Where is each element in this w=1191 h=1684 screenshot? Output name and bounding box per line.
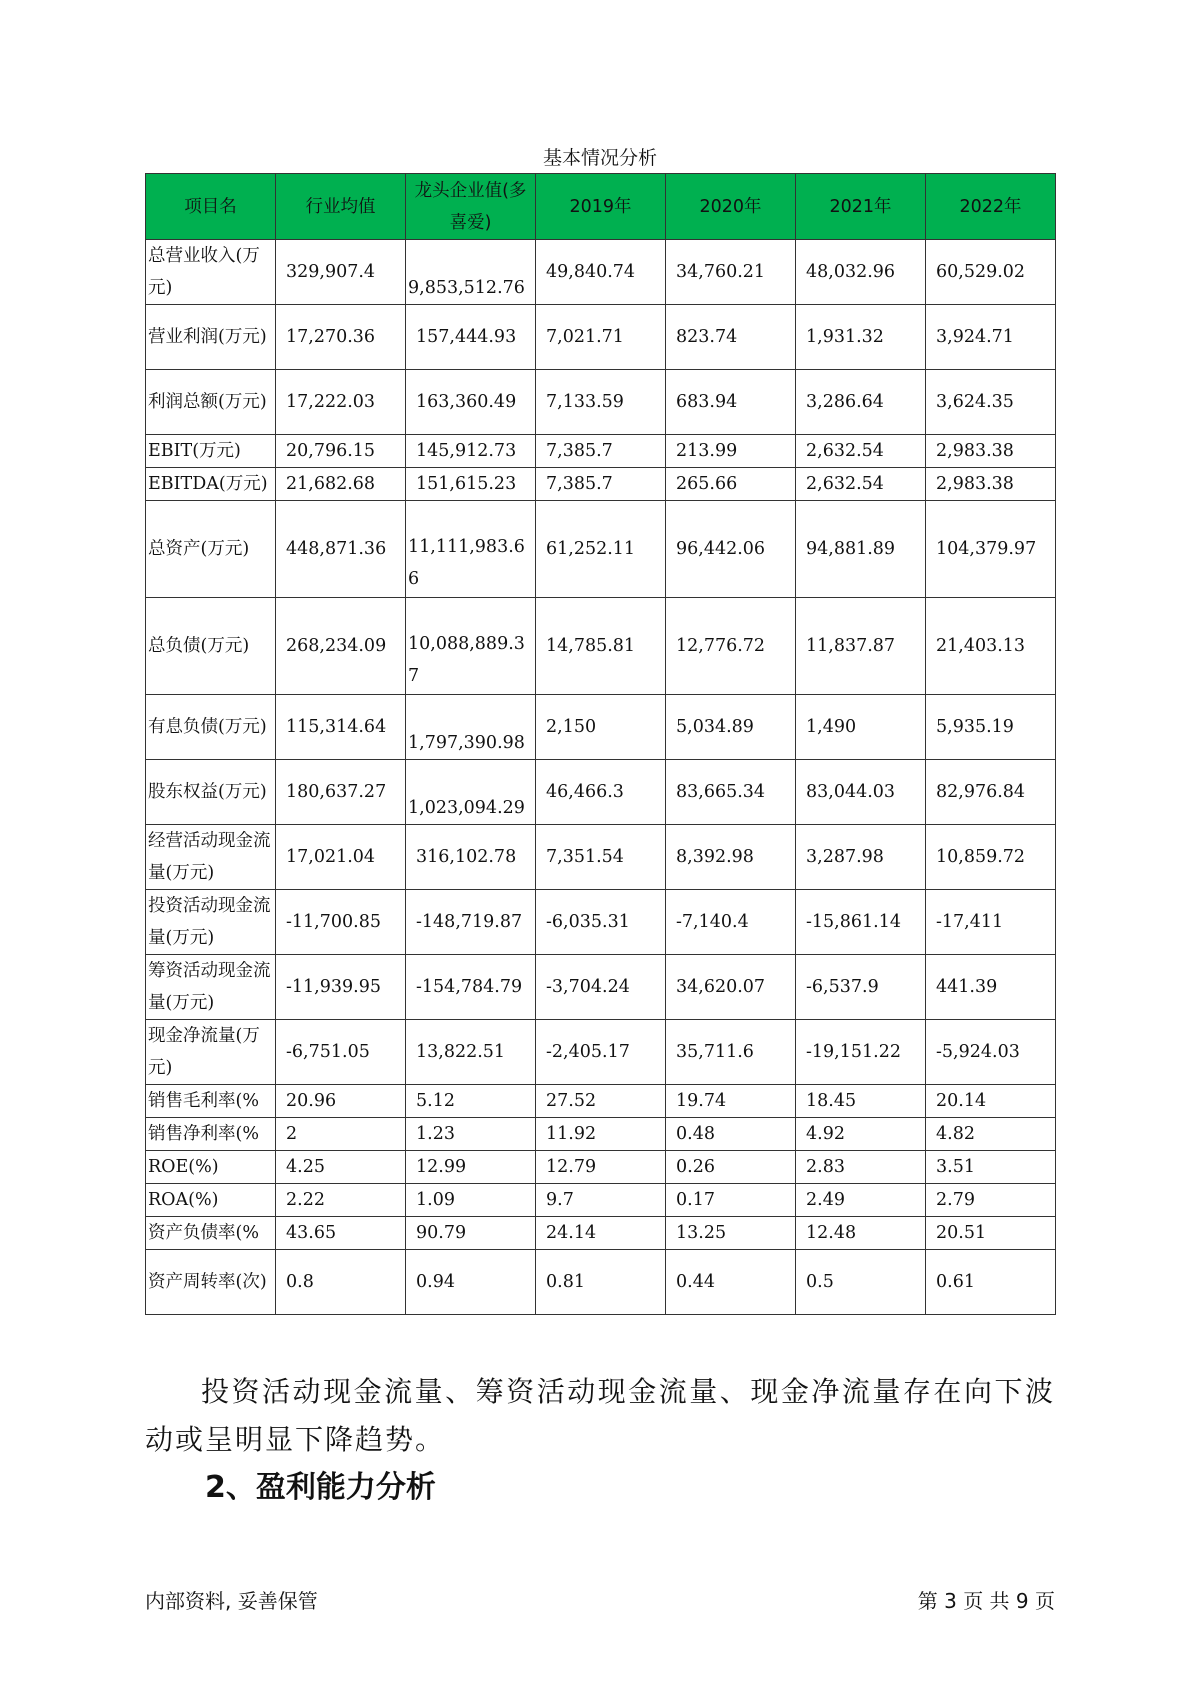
table-cell: -154,784.79 (406, 955, 536, 1020)
table-row (146, 1020, 1056, 1085)
table-cell: 83,044.03 (796, 760, 926, 825)
table-cell: 0.44 (666, 1250, 796, 1315)
table-row (146, 1151, 1056, 1184)
table-cell: 2,150 (536, 695, 666, 760)
table-cell: 7,133.59 (536, 370, 666, 435)
table-row (146, 890, 1056, 955)
table-cell: 0.26 (666, 1151, 796, 1184)
table-cell: 11,837.87 (796, 598, 926, 695)
table-cell: -2,405.17 (536, 1020, 666, 1085)
table-cell: 17,270.36 (276, 305, 406, 370)
table-cell: 7,351.54 (536, 825, 666, 890)
table-cell: 48,032.96 (796, 240, 926, 305)
table-cell: -5,924.03 (926, 1020, 1056, 1085)
row-label: ROE(%) (146, 1151, 276, 1184)
row-label: 投资活动现金流量(万元) (146, 890, 276, 955)
table-cell: 5,034.89 (666, 695, 796, 760)
table-cell: 3,287.98 (796, 825, 926, 890)
table-cell: 20.96 (276, 1085, 406, 1118)
table-cell: 46,466.3 (536, 760, 666, 825)
table-cell: 1,931.32 (796, 305, 926, 370)
table-cell: 3,286.64 (796, 370, 926, 435)
table-row (146, 1250, 1056, 1315)
row-label: 资产周转率(次) (146, 1250, 276, 1315)
table-cell: 4.92 (796, 1118, 926, 1151)
table-cell: 19.74 (666, 1085, 796, 1118)
header-cell: 2019年 (536, 174, 666, 240)
table-cell: 7,385.7 (536, 435, 666, 468)
table-cell: 94,881.89 (796, 501, 926, 598)
table-row (146, 370, 1056, 435)
table-row (146, 1085, 1056, 1118)
table-cell: 34,760.21 (666, 240, 796, 305)
table-cell: -19,151.22 (796, 1020, 926, 1085)
table-caption: 基本情况分析 (542, 147, 657, 169)
table-cell: 0.61 (926, 1250, 1056, 1315)
table-cell: 5.12 (406, 1085, 536, 1118)
table-cell: -11,700.85 (276, 890, 406, 955)
table-cell: 2.79 (926, 1184, 1056, 1217)
table-cell: 17,021.04 (276, 825, 406, 890)
table-cell: 448,871.36 (276, 501, 406, 598)
table-row (146, 695, 1056, 760)
row-label: 总营业收入(万元) (146, 240, 276, 305)
footer-confidential-note: 内部资料, 妥善保管 (145, 1589, 318, 1613)
table-cell: 20,796.15 (276, 435, 406, 468)
table-cell: 17,222.03 (276, 370, 406, 435)
table-cell: 0.17 (666, 1184, 796, 1217)
table-cell: -7,140.4 (666, 890, 796, 955)
table-cell: 3.51 (926, 1151, 1056, 1184)
table-row (146, 240, 1056, 305)
row-label: 有息负债(万元) (146, 695, 276, 760)
table-cell: 145,912.73 (406, 435, 536, 468)
table-row (146, 1118, 1056, 1151)
table-cell: 1,797,390.98 (406, 695, 536, 760)
table-cell: 213.99 (666, 435, 796, 468)
table-cell: 163,360.49 (406, 370, 536, 435)
table-cell: 0.48 (666, 1118, 796, 1151)
section-heading: 2、盈利能力分析 (205, 1470, 436, 1505)
table-cell: -6,035.31 (536, 890, 666, 955)
header-cell: 行业均值 (276, 174, 406, 240)
table-cell: 9.7 (536, 1184, 666, 1217)
table-cell: 441.39 (926, 955, 1056, 1020)
table-row (146, 598, 1056, 695)
table-cell: 8,392.98 (666, 825, 796, 890)
table-cell: 2.49 (796, 1184, 926, 1217)
footer-page-number: 第 3 页 共 9 页 (917, 1589, 1055, 1613)
table-cell: 104,379.97 (926, 501, 1056, 598)
table-cell: 12.48 (796, 1217, 926, 1250)
table-cell: 0.8 (276, 1250, 406, 1315)
table-cell: 11.92 (536, 1118, 666, 1151)
header-cell: 2021年 (796, 174, 926, 240)
table-cell: 90.79 (406, 1217, 536, 1250)
table-cell: 35,711.6 (666, 1020, 796, 1085)
table-row (146, 468, 1056, 501)
table-cell: 82,976.84 (926, 760, 1056, 825)
table-cell: 4.82 (926, 1118, 1056, 1151)
table-cell: -17,411 (926, 890, 1056, 955)
table-cell: 11,111,983.66 (406, 501, 536, 598)
table-cell: 2,983.38 (926, 435, 1056, 468)
table-cell: 10,859.72 (926, 825, 1056, 890)
table-cell: 9,853,512.76 (406, 240, 536, 305)
table-cell: 83,665.34 (666, 760, 796, 825)
table-cell: 49,840.74 (536, 240, 666, 305)
row-label: 销售毛利率(% (146, 1085, 276, 1118)
table-cell: -11,939.95 (276, 955, 406, 1020)
row-label: ROA(%) (146, 1184, 276, 1217)
table-row (146, 501, 1056, 598)
table-cell: 13,822.51 (406, 1020, 536, 1085)
table-cell: 3,924.71 (926, 305, 1056, 370)
table-cell: 34,620.07 (666, 955, 796, 1020)
row-label: EBITDA(万元) (146, 468, 276, 501)
row-label: 经营活动现金流量(万元) (146, 825, 276, 890)
table-cell: -6,751.05 (276, 1020, 406, 1085)
row-label: 销售净利率(% (146, 1118, 276, 1151)
table-cell: 18.45 (796, 1085, 926, 1118)
table-cell: 2.83 (796, 1151, 926, 1184)
table-cell: 12.79 (536, 1151, 666, 1184)
row-label: 股东权益(万元) (146, 760, 276, 825)
table-cell: 21,682.68 (276, 468, 406, 501)
table-cell: 20.14 (926, 1085, 1056, 1118)
table-row (146, 760, 1056, 825)
table-header-row (146, 174, 1056, 240)
header-cell: 项目名 (146, 174, 276, 240)
table-cell: 24.14 (536, 1217, 666, 1250)
financial-table (145, 173, 1056, 1315)
body-paragraph: 投资活动现金流量、筹资活动现金流量、现金净流量存在向下波动或呈明显下降趋势。 (145, 1375, 1055, 1456)
table-cell: 2,632.54 (796, 468, 926, 501)
row-label: 资产负债率(% (146, 1217, 276, 1250)
table-row (146, 435, 1056, 468)
table-cell: 1.23 (406, 1118, 536, 1151)
table-cell: 21,403.13 (926, 598, 1056, 695)
table-cell: 157,444.93 (406, 305, 536, 370)
table-row (146, 305, 1056, 370)
table-cell: 1.09 (406, 1184, 536, 1217)
table-cell: 0.5 (796, 1250, 926, 1315)
table-cell: -3,704.24 (536, 955, 666, 1020)
table-cell: 180,637.27 (276, 760, 406, 825)
table-cell: 14,785.81 (536, 598, 666, 695)
table-cell: -148,719.87 (406, 890, 536, 955)
row-label: EBIT(万元) (146, 435, 276, 468)
table-cell: 5,935.19 (926, 695, 1056, 760)
table-cell: 12.99 (406, 1151, 536, 1184)
header-cell: 2020年 (666, 174, 796, 240)
table-row (146, 1184, 1056, 1217)
table-cell: 20.51 (926, 1217, 1056, 1250)
table-cell: 0.94 (406, 1250, 536, 1315)
table-cell: 13.25 (666, 1217, 796, 1250)
row-label: 利润总额(万元) (146, 370, 276, 435)
table-cell: 10,088,889.37 (406, 598, 536, 695)
table-cell: 7,021.71 (536, 305, 666, 370)
table-cell: 316,102.78 (406, 825, 536, 890)
header-cell: 龙头企业值(多喜爱) (406, 174, 536, 240)
table-cell: 4.25 (276, 1151, 406, 1184)
table-cell: 2,983.38 (926, 468, 1056, 501)
table-cell: 60,529.02 (926, 240, 1056, 305)
table-cell: -6,537.9 (796, 955, 926, 1020)
row-label: 总负债(万元) (146, 598, 276, 695)
table-row (146, 1217, 1056, 1250)
table-cell: 7,385.7 (536, 468, 666, 501)
table-cell: 96,442.06 (666, 501, 796, 598)
table-row (146, 955, 1056, 1020)
table-cell: 2 (276, 1118, 406, 1151)
table-cell: 268,234.09 (276, 598, 406, 695)
table-cell: 265.66 (666, 468, 796, 501)
table-cell: -15,861.14 (796, 890, 926, 955)
table-cell: 1,023,094.29 (406, 760, 536, 825)
table-cell: 683.94 (666, 370, 796, 435)
row-label: 营业利润(万元) (146, 305, 276, 370)
table-cell: 61,252.11 (536, 501, 666, 598)
table-cell: 12,776.72 (666, 598, 796, 695)
table-cell: 329,907.4 (276, 240, 406, 305)
table-cell: 823.74 (666, 305, 796, 370)
table-cell: 27.52 (536, 1085, 666, 1118)
header-cell: 2022年 (926, 174, 1056, 240)
table-cell: 151,615.23 (406, 468, 536, 501)
table-cell: 2.22 (276, 1184, 406, 1217)
table-cell: 1,490 (796, 695, 926, 760)
row-label: 总资产(万元) (146, 501, 276, 598)
table-cell: 2,632.54 (796, 435, 926, 468)
row-label: 现金净流量(万元) (146, 1020, 276, 1085)
table-cell: 3,624.35 (926, 370, 1056, 435)
row-label: 筹资活动现金流量(万元) (146, 955, 276, 1020)
table-cell: 43.65 (276, 1217, 406, 1250)
table-row (146, 825, 1056, 890)
table-cell: 0.81 (536, 1250, 666, 1315)
table-cell: 115,314.64 (276, 695, 406, 760)
